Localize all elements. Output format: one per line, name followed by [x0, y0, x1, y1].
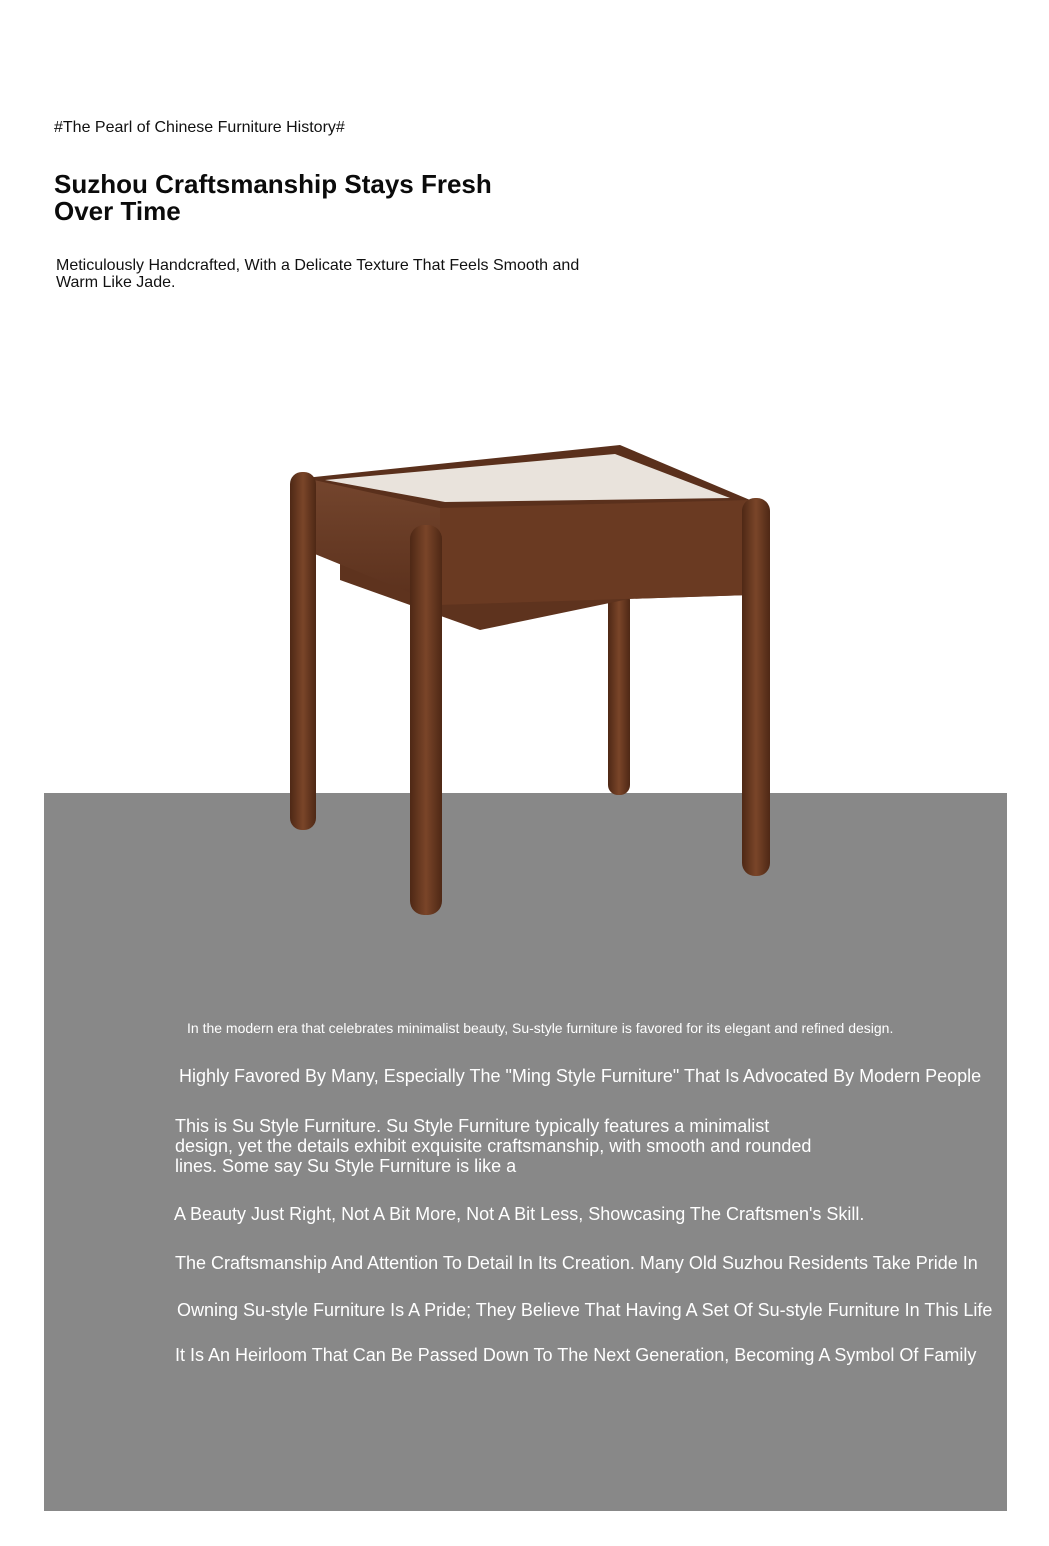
intro-text: In the modern era that celebrates minimalist beauty, Su-style furniture is favored for its elegant and refined design.	[187, 1020, 894, 1036]
description-line-2: This is Su Style Furniture. Su Style Furniture typically features a minimalist design, yet the details exhibit exquisite craftsmanship, with smooth and rounded lines. Some say Su Style Furniture is like a	[175, 1116, 812, 1176]
description-line-6: It Is An Heirloom That Can Be Passed Down To The Next Generation, Becoming A Symbol Of Family	[175, 1345, 977, 1365]
description-line-1: Highly Favored By Many, Especially The "Ming Style Furniture" That Is Advocated By Modern People	[179, 1066, 982, 1086]
description-line-4: The Craftsmanship And Attention To Detail In Its Creation. Many Old Suzhou Residents Take Pride In	[175, 1253, 978, 1273]
side-table-illustration	[280, 440, 780, 930]
subtitle: Meticulously Handcrafted, With a Delicate Texture That Feels Smooth and Warm Like Jade.	[56, 257, 580, 291]
tagline: #The Pearl of Chinese Furniture History#	[54, 119, 345, 136]
page-title: Suzhou Craftsmanship Stays Fresh Over Time	[54, 169, 492, 226]
description-line-5: Owning Su-style Furniture Is A Pride; They Believe That Having A Set Of Su-style Furniture In This Life	[177, 1300, 993, 1320]
description-line-3: A Beauty Just Right, Not A Bit More, Not A Bit Less, Showcasing The Craftsmen's Skill.	[174, 1204, 865, 1224]
